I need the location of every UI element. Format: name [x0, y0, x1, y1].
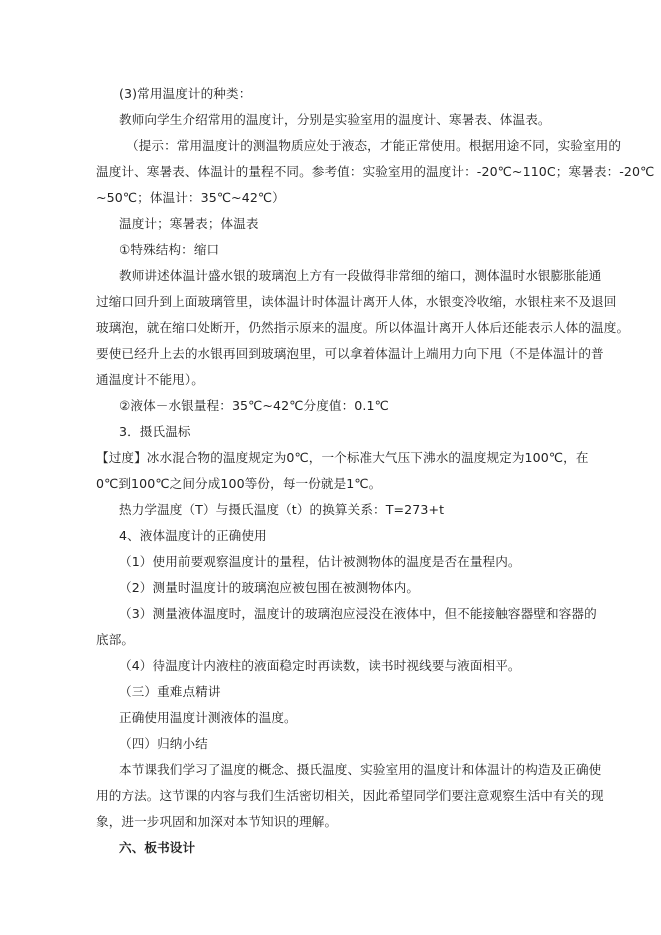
text-line: ②液体－水银量程：35℃~42℃分度值：0.1℃: [119, 398, 389, 413]
text-line: 要使已经升上去的水银再回到玻璃泡里，可以拿着体温计上端用力向下甩（不是体温计的普: [96, 346, 604, 361]
text-line: 教师向学生介绍常用的温度计，分别是实验室用的温度计、寒暑表、体温表。: [119, 112, 551, 127]
text-line: 底部。: [96, 632, 135, 647]
text-line: ①特殊结构：缩口: [119, 242, 220, 257]
section-heading: 4、液体温度计的正确使用: [119, 528, 267, 543]
text-line: 通温度计不能甩）。: [96, 372, 204, 387]
text-line: 本节课我们学习了温度的概念、摄氏温度、实验室用的温度计和体温计的构造及正确使: [119, 762, 602, 777]
text-line: ~50℃；体温计：35℃~42℃）: [96, 190, 285, 205]
list-item: （4）待温度计内液柱的液面稳定时再读数，读书时视线要与液面相平。: [119, 658, 521, 673]
text-line: 热力学温度（T）与摄氏温度（t）的换算关系：T=273+t: [119, 502, 445, 517]
text-line: 玻璃泡，就在缩口处断开，仍然指示原来的温度。所以体温计离开人体后还能表示人体的温度。: [96, 320, 630, 335]
text-line: 用的方法。这节课的内容与我们生活密切相关，因此希望同学们要注意观察生活中有关的现: [96, 788, 604, 803]
text-line: 0℃到100℃之间分成100等份，每一份就是1℃。: [96, 476, 382, 491]
text-line: 温度计、寒暑表、体温计的量程不同。参考值：实验室用的温度计：-20℃~110C；寒暑表：-20℃: [96, 164, 655, 179]
section-heading: 3．摄氏温标: [119, 424, 191, 439]
text-line: 正确使用温度计测液体的温度。: [119, 710, 297, 725]
list-item: （1）使用前要观察温度计的量程，估计被测物体的温度是否在量程内。: [119, 554, 521, 569]
text-line: （提示：常用温度计的测温物质应处于液态，才能正常使用。根据用途不同，实验室用的: [126, 138, 622, 153]
text-line: 过缩口回升到上面玻璃管里，读体温计时体温计离开人体，水银变冷收缩，水银柱来不及退回: [96, 294, 617, 309]
section-heading: （三）重难点精讲: [119, 684, 221, 699]
list-item: （3）测量液体温度时，温度计的玻璃泡应浸没在液体中，但不能接触容器壁和容器的: [119, 606, 597, 621]
list-item: （2）测量时温度计的玻璃泡应被包围在被测物体内。: [119, 580, 420, 595]
text-line: 【过度】冰水混合物的温度规定为0℃，一个标准大气压下沸水的温度规定为100℃，在: [96, 450, 589, 465]
section-heading: （四）归纳小结: [119, 736, 208, 751]
text-line: 象，进一步巩固和加深对本节知识的理解。: [96, 814, 338, 829]
section-heading: 六、板书设计: [119, 840, 196, 855]
text-line: (3)常用温度计的种类：: [119, 86, 252, 101]
text-line: 温度计；寒暑表；体温表: [119, 216, 259, 231]
text-line: 教师讲述体温计盛水银的玻璃泡上方有一段做得非常细的缩口，测体温时水银膨胀能通: [119, 268, 602, 283]
